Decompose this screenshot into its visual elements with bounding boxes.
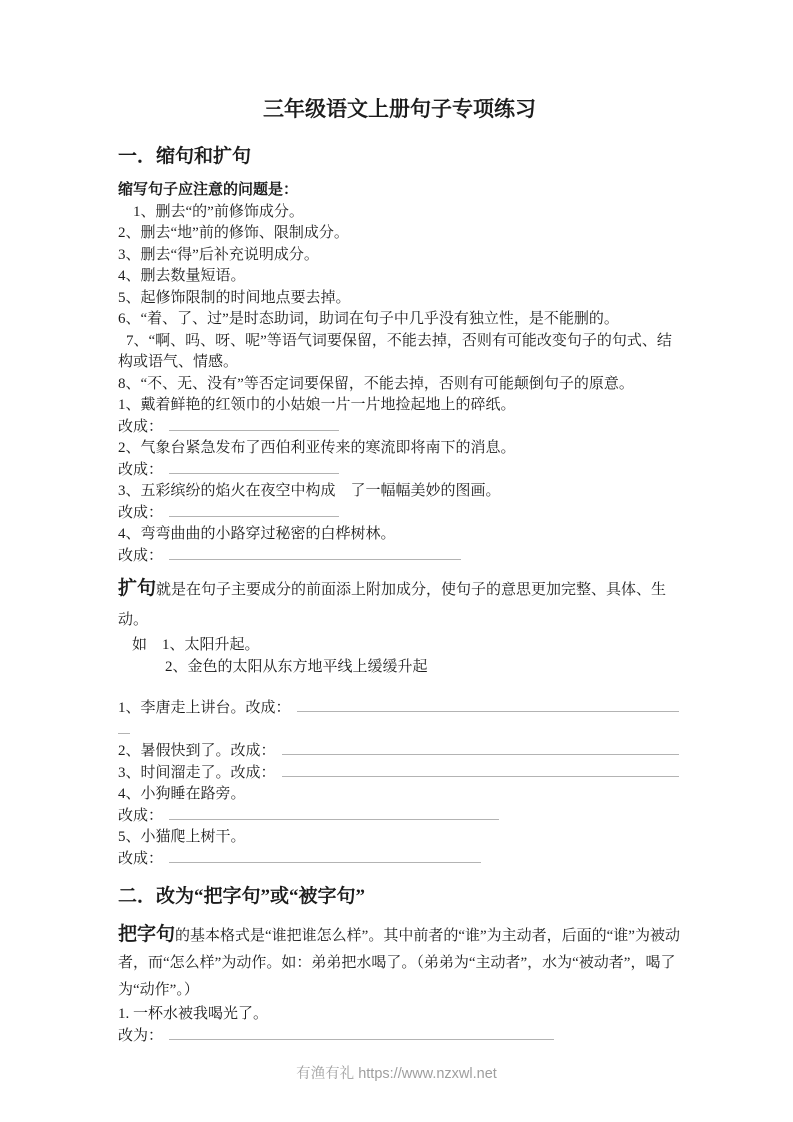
expand-definition	[118, 574, 681, 635]
expand-example: 如 1、太阳升起。	[132, 637, 260, 653]
answer-line	[118, 417, 681, 439]
answer-blank	[282, 763, 679, 777]
exercise-sentence: 3、时间溜走了。	[118, 764, 231, 781]
answer-blank	[118, 720, 130, 734]
watermark-footer: 有渔有礼 https://www.nzxwl.net	[296, 1066, 497, 1082]
answer-blank	[169, 460, 339, 474]
answer-blank	[169, 849, 481, 863]
exercise-sentence: 5、小猫爬上树干。	[118, 829, 246, 845]
answer-line	[118, 849, 681, 871]
answer-blank	[169, 806, 499, 820]
note-item: 4、删去数量短语。	[118, 268, 246, 284]
answer-label: 改成：	[118, 504, 164, 521]
exercise-line	[118, 698, 681, 720]
answer-label: 改成：	[118, 461, 164, 478]
section1-heading: 一．缩句和扩句	[118, 146, 252, 167]
exercise-sentence: 4、弯弯曲曲的小路穿过秘密的白桦树林。	[118, 526, 396, 542]
answer-blank	[169, 417, 339, 431]
answer-label: 改成：	[230, 764, 276, 781]
answer-blank	[169, 546, 461, 560]
answer-label: 改成：	[230, 743, 276, 759]
answer-line	[118, 503, 681, 525]
answer-label: 改成：	[245, 700, 291, 716]
answer-line	[118, 1026, 681, 1048]
exercise-sentence: 3、五彩缤纷的焰火在夜空中构成 了一幅幅美妙的图画。	[118, 483, 501, 499]
exercise-sentence: 1、李唐走上讲台。	[118, 700, 246, 716]
note-item: 5、起修饰限制的时间地点要去掉。	[118, 289, 351, 306]
note-item: 8、“不、无、没有”等否定词要保留，不能去掉，否则有可能颠倒句子的原意。	[118, 375, 634, 392]
section2-heading: 二．改为“把字句”或“被字句”	[118, 886, 366, 907]
expand-example: 2、金色的太阳从东方地平线上缓缓升起	[165, 658, 428, 675]
page-title: 三年级语文上册句子专项练习	[263, 97, 536, 121]
answer-label: 改成：	[118, 547, 164, 564]
note-item: 1、删去“的”前修饰成分。	[133, 203, 304, 220]
exercise-line	[118, 763, 681, 785]
ba-term: 把字句	[118, 924, 176, 945]
answer-label: 改为：	[118, 1027, 164, 1044]
answer-blank	[169, 1026, 554, 1040]
exercise-sentence: 2、暑假快到了。	[118, 743, 231, 759]
ba-definition	[118, 921, 681, 1004]
answer-line	[118, 806, 681, 828]
notes-title: 缩写句子应注意的问题是：	[118, 182, 299, 198]
ba-desc: 的基本格式是“谁把谁怎么样”。其中前者的“谁”为主动者，后面的“谁”为被动者，而“怎么样”为动作。如：弟弟把水喝了。（弟弟为“主动者”，水为“被动者”，喝了为“动作”。）	[118, 928, 680, 998]
note-item: 6、“着、了、过”是时态助词，助词在句子中几乎没有独立性，是不能删的。	[118, 311, 619, 327]
answer-blank	[169, 503, 339, 517]
answer-label: 改成：	[118, 807, 164, 824]
exercise-line	[118, 741, 681, 763]
note-item: 3、删去“得”后补充说明成分。	[118, 246, 319, 263]
answer-label: 改成：	[118, 850, 164, 867]
note-item: 2、删去“地”前的修饰、限制成分。	[118, 225, 349, 241]
exercise-sentence: 1、戴着鲜艳的红领巾的小姑娘一片一片地捡起地上的碎纸。	[118, 397, 516, 413]
note-item: 7、“啊、吗、呀、呢”等语气词要保留，不能去掉，否则有可能改变句子的句式、结构或语气、情感。	[118, 332, 672, 370]
exercise-sentence: 4、小狗睡在路旁。	[118, 786, 246, 802]
exercise-sentence: 2、气象台紧急发布了西伯利亚传来的寒流即将南下的消息。	[118, 440, 516, 456]
answer-label: 改成：	[118, 418, 164, 435]
answer-blank	[282, 741, 679, 755]
answer-blank	[297, 698, 679, 712]
exercise-sentence: 1. 一杯水被我喝光了。	[118, 1006, 269, 1022]
answer-line	[118, 546, 681, 568]
expand-desc: 就是在句子主要成分的前面添上附加成分，使句子的意思更加完整、具体、生动。	[118, 582, 667, 628]
answer-line-wrap	[118, 720, 681, 742]
expand-term: 扩句	[118, 578, 157, 599]
answer-line	[118, 460, 681, 482]
